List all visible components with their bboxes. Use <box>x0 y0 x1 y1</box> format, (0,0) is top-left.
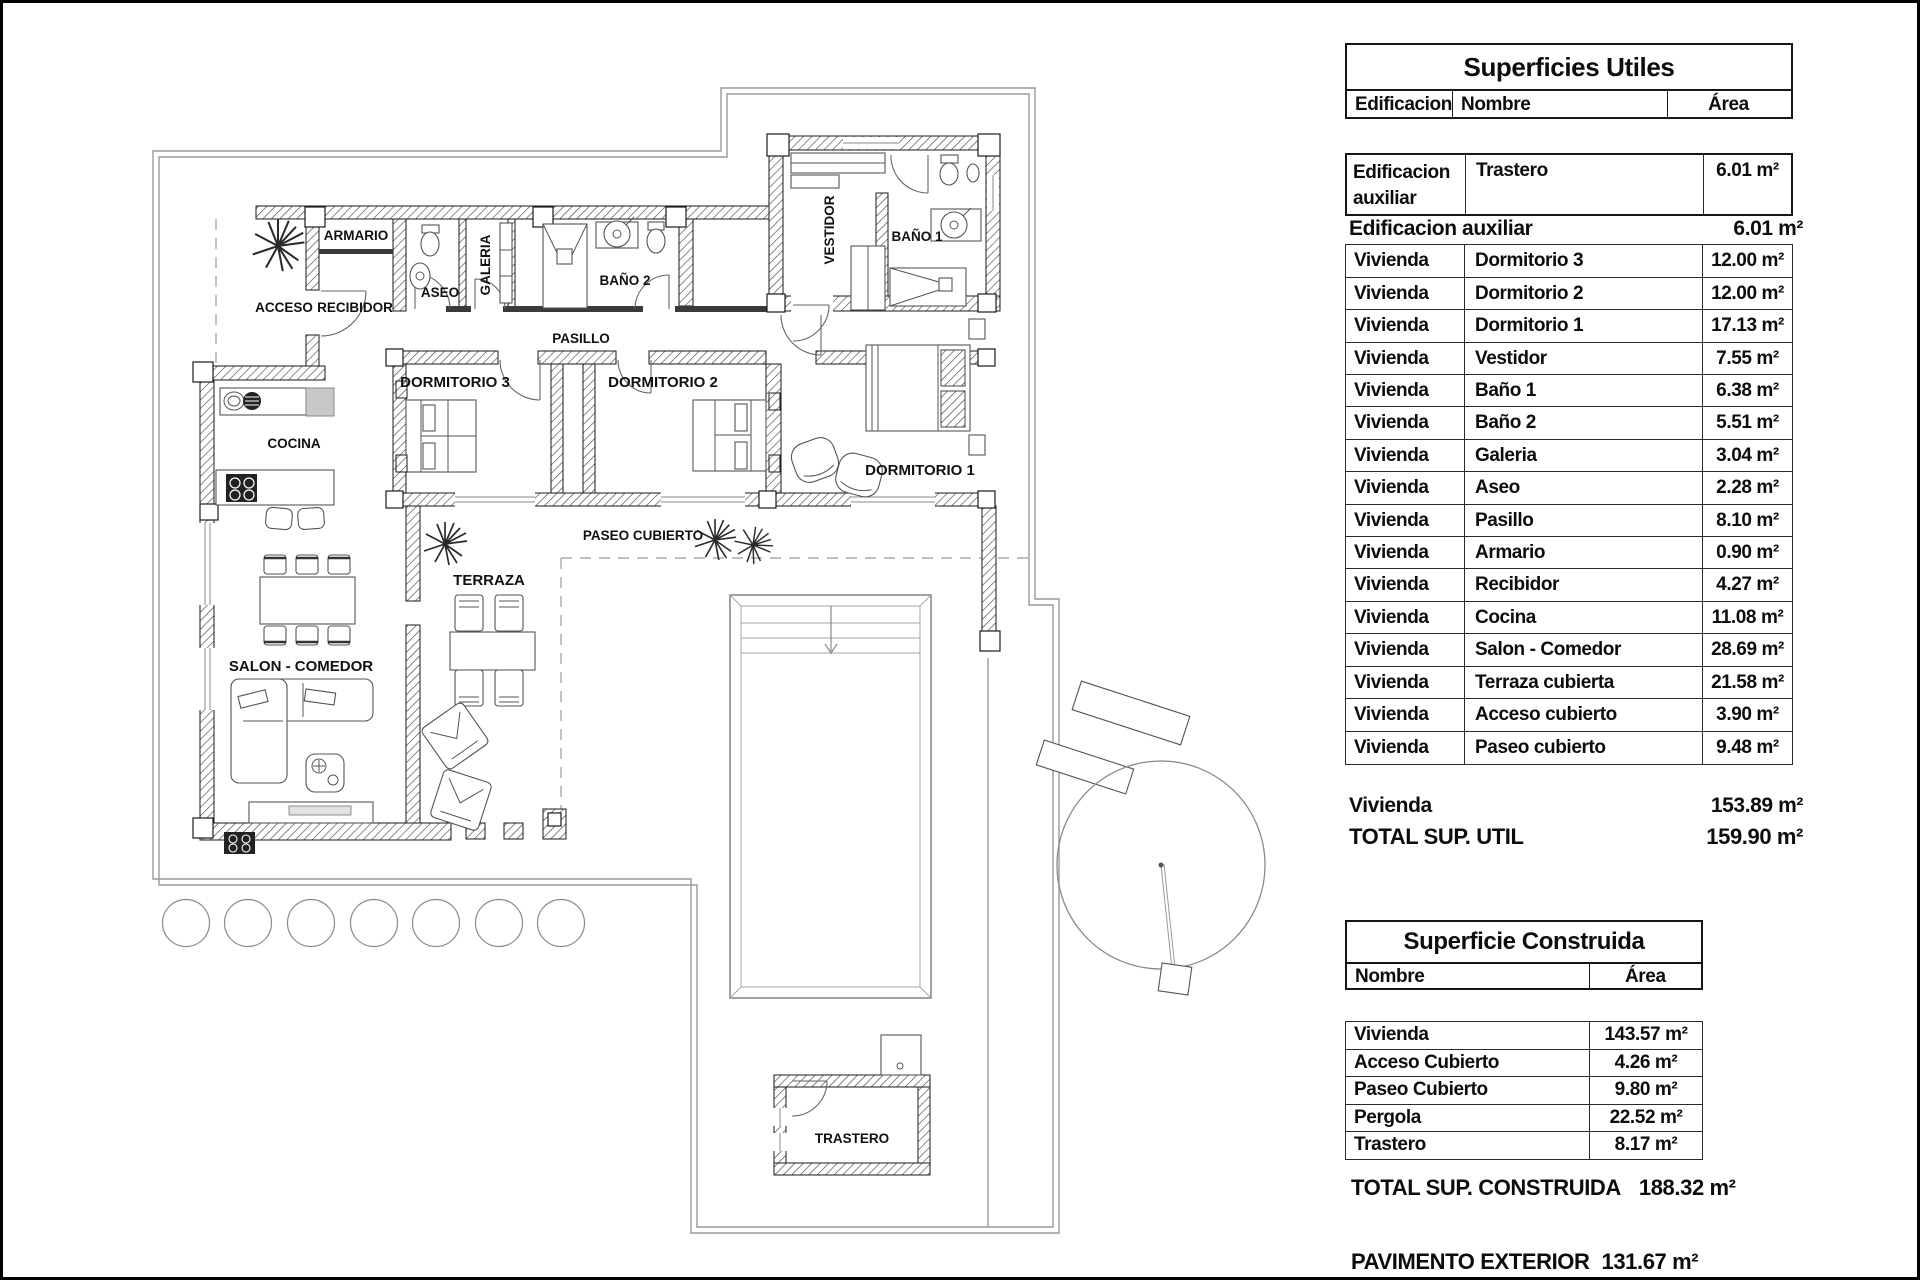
total-sup-construida-row <box>1351 1175 1736 1201</box>
cell-edificacion: Vivienda <box>1354 380 1429 402</box>
side-table <box>306 754 344 792</box>
table-row <box>1345 698 1793 732</box>
table-row <box>1345 1021 1703 1050</box>
table-row <box>1345 406 1793 440</box>
cell-edificacion: Vivienda <box>1354 704 1429 726</box>
kitchen-fixtures <box>216 388 334 530</box>
tv-bench <box>249 802 373 823</box>
sofa <box>231 679 373 783</box>
label-salon-comedor: SALON - COMEDOR <box>228 658 374 675</box>
cell-nombre: Pergola <box>1354 1106 1421 1128</box>
cell-nombre: Vestidor <box>1464 343 1702 375</box>
vivienda-total-value: 153.89 m² <box>1710 794 1803 817</box>
label-dormitorio1: DORMITORIO 1 <box>865 462 975 479</box>
cell-edificacion: Vivienda <box>1354 477 1429 499</box>
table-row <box>1345 439 1793 473</box>
table-row <box>1345 277 1793 311</box>
trastero-annex <box>881 1035 921 1075</box>
cell-edificacion: Vivienda <box>1354 736 1429 758</box>
cell-area: 8.10 m² <box>1702 505 1792 537</box>
table-row <box>1345 601 1793 635</box>
label-bano2: BAÑO 2 <box>599 273 651 288</box>
table-row <box>1345 1131 1703 1160</box>
cell-edificacion: Edificacion auxiliar <box>1353 162 1450 209</box>
cell-area: 12.00 m² <box>1702 278 1792 310</box>
col-header-area: Área <box>1667 91 1789 119</box>
table-row <box>1345 309 1793 343</box>
aux-total-value: 6.01 m² <box>1733 217 1803 240</box>
table-row <box>1345 536 1793 570</box>
vivienda-total-label: Vivienda <box>1349 794 1432 817</box>
cell-area: 4.27 m² <box>1702 569 1792 601</box>
table-row <box>1345 471 1793 505</box>
cell-nombre: Trastero <box>1354 1134 1426 1156</box>
cell-nombre: Vivienda <box>1354 1024 1429 1046</box>
cell-area: 5.51 m² <box>1702 407 1792 439</box>
table-row <box>1345 731 1793 765</box>
label-pasillo: PASILLO <box>552 331 610 346</box>
cell-nombre: Dormitorio 3 <box>1464 245 1702 277</box>
fridge-icon <box>306 388 334 416</box>
cell-nombre: Dormitorio 2 <box>1464 278 1702 310</box>
label-armario: ARMARIO <box>323 228 389 243</box>
cell-area: 12.00 m² <box>1702 245 1792 277</box>
vestidor-closets <box>791 153 885 310</box>
cell-area: 4.26 m² <box>1589 1050 1702 1077</box>
table-row <box>1345 244 1793 278</box>
cell-area: 3.04 m² <box>1702 440 1792 472</box>
table-row <box>1345 1049 1703 1078</box>
label-acceso: ACCESO <box>255 300 313 315</box>
cell-area: 2.28 m² <box>1702 472 1792 504</box>
cell-edificacion: Vivienda <box>1354 639 1429 661</box>
aux-total-label: Edificacion auxiliar <box>1349 217 1533 240</box>
cell-edificacion: Vivienda <box>1354 574 1429 596</box>
cell-nombre: Baño 1 <box>1464 375 1702 407</box>
cell-edificacion: Vivienda <box>1354 542 1429 564</box>
superficies-utiles-title: Superficies Utiles <box>1347 45 1791 91</box>
cell-area: 11.08 m² <box>1702 602 1792 634</box>
total-sup-construida-value: 188.32 m² <box>1638 1175 1736 1200</box>
cell-area: 3.90 m² <box>1702 699 1792 731</box>
table-row <box>1345 504 1793 538</box>
col-header-nombre: Nombre <box>1452 91 1667 119</box>
superficie-construida-title: Superficie Construida <box>1347 922 1701 964</box>
vivienda-total-row <box>1345 794 1803 818</box>
bano2-fixtures <box>543 217 665 308</box>
col-header-edificacion: Edificacion <box>1355 94 1452 115</box>
cell-nombre: Salon - Comedor <box>1464 634 1702 666</box>
aux-total-row <box>1345 217 1803 241</box>
table-row <box>1345 374 1793 408</box>
table-row <box>1345 1104 1703 1133</box>
cell-nombre: Trastero <box>1465 155 1703 214</box>
stove-icon <box>224 832 255 854</box>
table-row <box>1345 1076 1703 1105</box>
cell-nombre: Aseo <box>1464 472 1702 504</box>
table-row <box>1345 633 1793 667</box>
label-cocina: COCINA <box>267 436 321 451</box>
total-sup-construida-label: TOTAL SUP. CONSTRUIDA <box>1351 1175 1621 1200</box>
table-row <box>1345 568 1793 602</box>
cell-area: 8.17 m² <box>1589 1132 1702 1159</box>
cell-nombre: Paseo Cubierto <box>1354 1079 1488 1101</box>
col-header-area: Área <box>1589 964 1701 990</box>
label-dormitorio2: DORMITORIO 2 <box>608 374 718 391</box>
cell-area: 143.57 m² <box>1589 1022 1702 1049</box>
cell-edificacion: Vivienda <box>1354 282 1429 304</box>
label-vestidor: VESTIDOR <box>822 195 837 265</box>
dining-set <box>260 555 355 645</box>
cell-nombre: Acceso Cubierto <box>1354 1051 1499 1073</box>
label-paseo-cubierto: PASEO CUBIERTO <box>582 528 704 543</box>
label-aseo: ASEO <box>420 285 460 300</box>
cell-area: 6.38 m² <box>1702 375 1792 407</box>
label-galeria: GALERIA <box>478 234 493 296</box>
aux-building-row <box>1345 153 1793 216</box>
cell-edificacion: Vivienda <box>1354 444 1429 466</box>
cell-area: 28.69 m² <box>1702 634 1792 666</box>
label-bano1: BAÑO 1 <box>891 229 943 244</box>
pool <box>730 595 931 998</box>
pavimento-exterior-label: PAVIMENTO EXTERIOR <box>1351 1249 1590 1274</box>
total-sup-util-row <box>1345 824 1803 850</box>
cell-edificacion: Vivienda <box>1354 671 1429 693</box>
cell-nombre: Galeria <box>1464 440 1702 472</box>
cell-nombre: Pasillo <box>1464 505 1702 537</box>
cell-area: 9.80 m² <box>1589 1077 1702 1104</box>
cell-nombre: Dormitorio 1 <box>1464 310 1702 342</box>
cell-nombre: Recibidor <box>1464 569 1702 601</box>
cell-nombre: Paseo cubierto <box>1464 732 1702 764</box>
table-row <box>1345 342 1793 376</box>
cell-area: 22.52 m² <box>1589 1105 1702 1132</box>
cell-nombre: Acceso cubierto <box>1464 699 1702 731</box>
pavimento-exterior-row <box>1351 1249 1698 1275</box>
cell-nombre: Cocina <box>1464 602 1702 634</box>
cell-nombre: Terraza cubierta <box>1464 667 1702 699</box>
cell-edificacion: Vivienda <box>1354 250 1429 272</box>
cell-edificacion: Vivienda <box>1354 606 1429 628</box>
cell-area: 0.90 m² <box>1702 537 1792 569</box>
tree-row <box>163 900 585 947</box>
total-sup-util-label: TOTAL SUP. UTIL <box>1349 824 1524 849</box>
cell-nombre: Baño 2 <box>1464 407 1702 439</box>
cell-edificacion: Vivienda <box>1354 347 1429 369</box>
label-recibidor: RECIBIDOR <box>317 300 393 315</box>
bed-dormitorio3 <box>396 381 476 472</box>
cell-edificacion: Vivienda <box>1354 412 1429 434</box>
cell-nombre: Armario <box>1464 537 1702 569</box>
cell-area: 7.55 m² <box>1702 343 1792 375</box>
label-trastero: TRASTERO <box>814 1131 890 1146</box>
col-header-nombre: Nombre <box>1355 966 1425 987</box>
total-sup-util-value: 159.90 m² <box>1706 824 1803 849</box>
cell-area: 9.48 m² <box>1702 732 1792 764</box>
cell-area: 21.58 m² <box>1702 667 1792 699</box>
cell-area: 6.01 m² <box>1703 155 1791 214</box>
pavimento-exterior-value: 131.67 m² <box>1601 1249 1699 1274</box>
terrace-set <box>420 595 535 832</box>
cell-edificacion: Vivienda <box>1354 509 1429 531</box>
cell-area: 17.13 m² <box>1702 310 1792 342</box>
galeria-appliances <box>500 223 512 303</box>
label-terraza: TERRAZA <box>453 572 525 589</box>
cell-edificacion: Vivienda <box>1354 315 1429 337</box>
table-row <box>1345 666 1793 700</box>
pergola <box>1036 681 1265 995</box>
label-dormitorio3: DORMITORIO 3 <box>400 374 510 391</box>
